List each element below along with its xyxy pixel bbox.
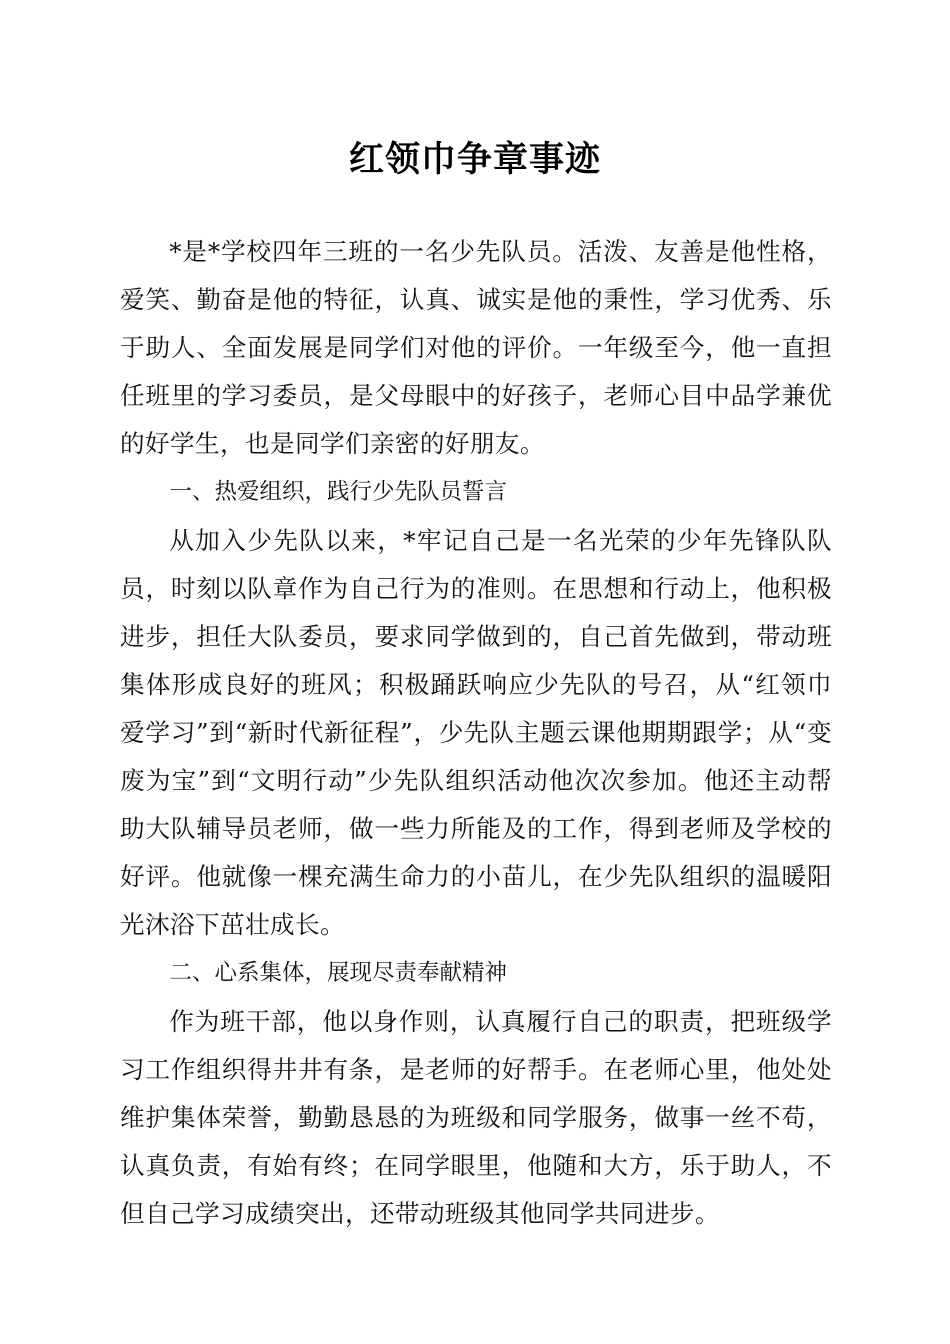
document-body — [120, 228, 832, 1238]
section-heading-1: 一、热爱组织，践行少先队员誓言 — [169, 479, 508, 506]
document-title: 红领巾争章事迹 — [348, 139, 601, 180]
section-heading-2: 二、心系集体，展现尽责奉献精神 — [169, 960, 508, 987]
section-paragraph-1: 从加入少先队以来，*牢记自己是一名光荣的少年先锋队队员，时刻以队章作为自己行为的准则。在思想和行动上，他积极进步，担任大队委员，要求同学做到的，自己首先做到，带动班集体形成良好的班风；积极踊跃响应少先队的号召，从“红领巾爱学习”到“新时代新征程”，少先队主题云课他期期跟学；从“变废为宝”到“文明行动”少先队组织活动他次次参加。他还主动帮助大队辅导员老师，做一些力所能及的工作，得到老师及学校的好评。他就像一棵充满生命力的小苗儿，在少先队组织的温暖阳光沐浴下茁壮成长。 — [120, 525, 832, 940]
intro-paragraph: *是*学校四年三班的一名少先队员。活泼、友善是他性格，爱笑、勤奋是他的特征，认真、诚实是他的秉性，学习优秀、乐于助人、全面发展是同学们对他的评价。一年级至今，他一直担任班里的学习委员，是父母眼中的好孩子，老师心目中品学兼优的好学生，也是同学们亲密的好朋友。 — [120, 237, 832, 459]
section-paragraph-2: 作为班干部，他以身作则，认真履行自己的职责，把班级学习工作组织得井井有条，是老师的好帮手。在老师心里，他处处维护集体荣誉，勤勤恳恳的为班级和同学服务，做事一丝不苟，认真负责，有始有终；在同学眼里，他随和大方，乐于助人，不但自己学习成绩突出，还带动班级其他同学共同进步。 — [120, 1006, 832, 1228]
